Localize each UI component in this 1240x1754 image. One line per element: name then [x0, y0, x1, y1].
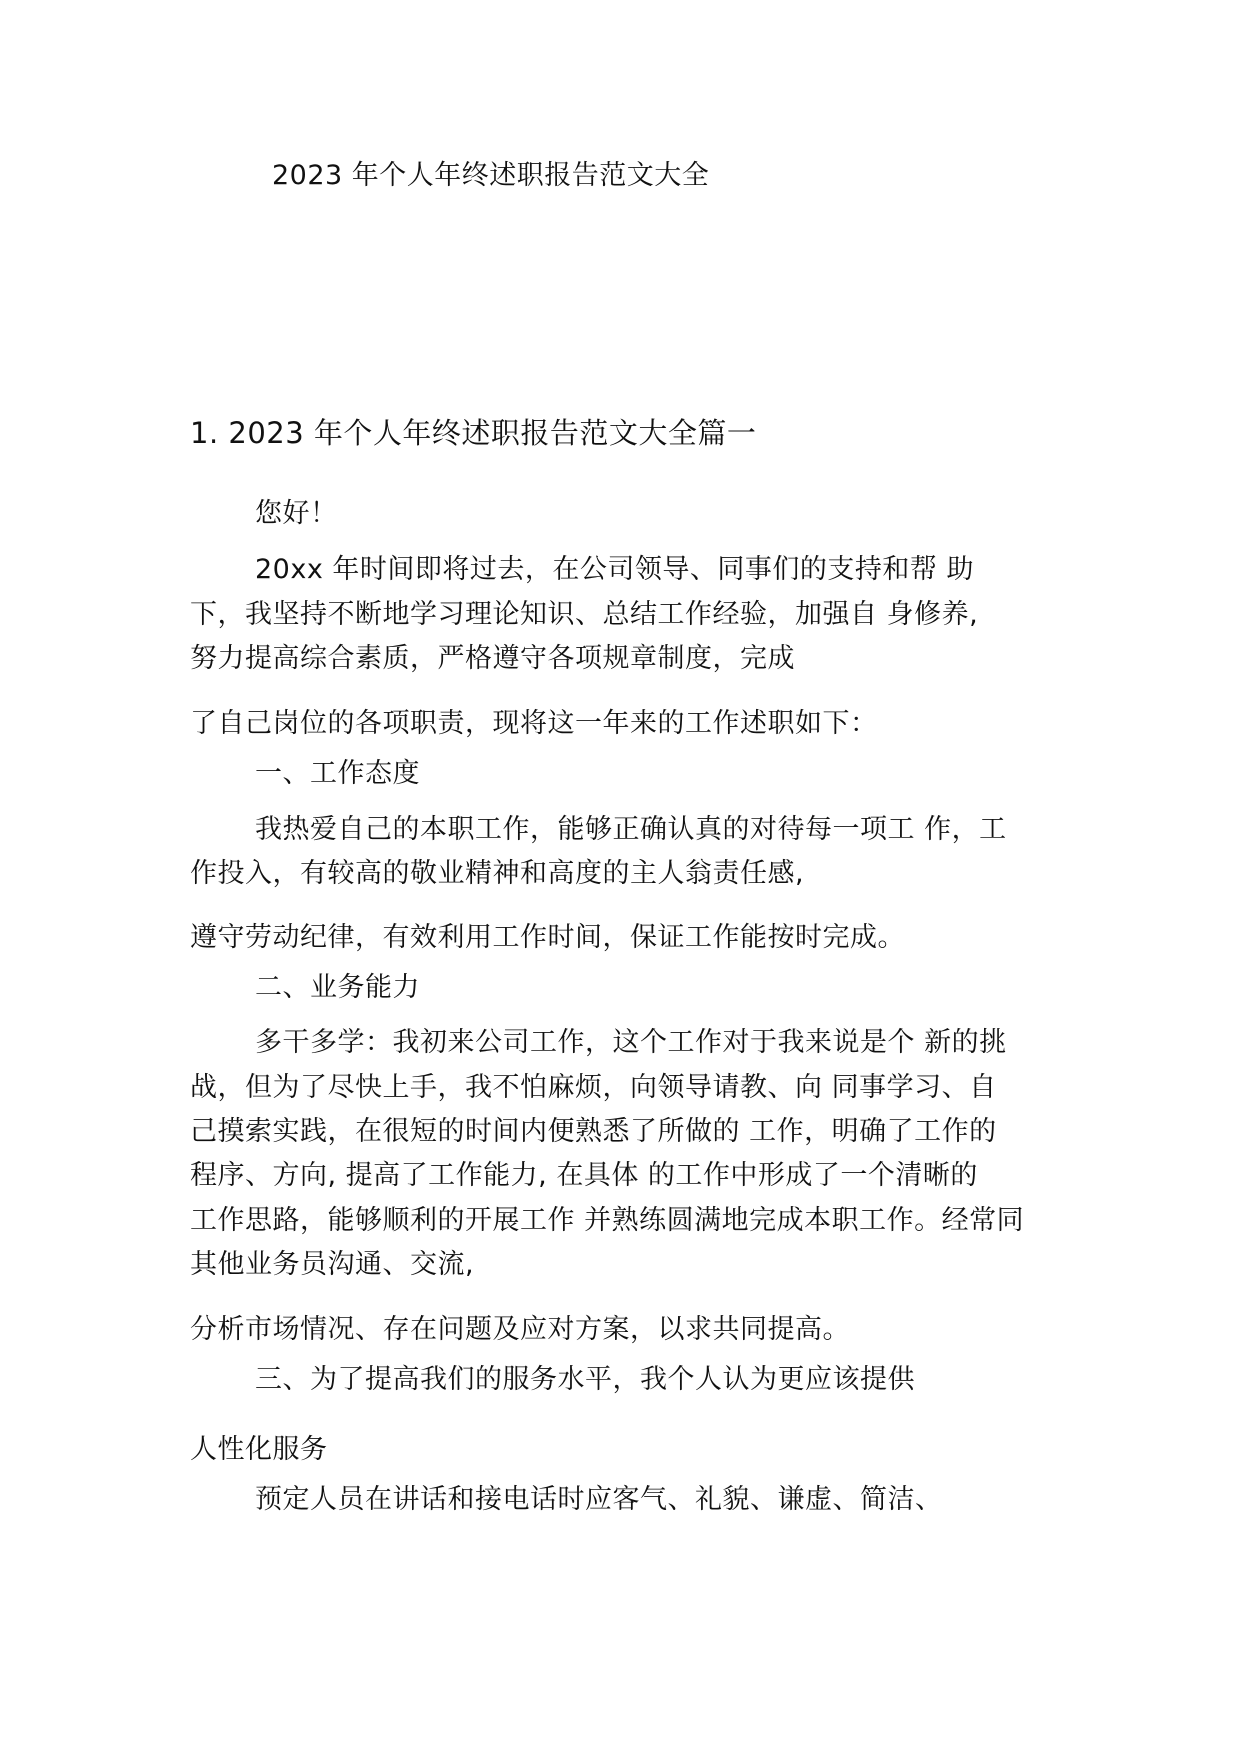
- paragraph-line: 其他业务员沟通、交流,: [190, 1249, 475, 1280]
- paragraph-line: 遵守劳动纪律，有效利用工作时间，保证工作能按时完成。: [190, 922, 905, 953]
- section-title: 1. 2023 年个人年终述职报告范文大全篇一: [190, 416, 757, 450]
- paragraph-line: 20xx 年时间即将过去，在公司领导、同事们的支持和帮 助: [255, 554, 974, 585]
- heading-service-level: 三、为了提高我们的服务水平，我个人认为更应该提供: [255, 1364, 915, 1395]
- paragraph-line: 作投入，有较高的敬业精神和高度的主人翁责任感,: [190, 858, 805, 889]
- heading-work-attitude: 一、工作态度: [255, 758, 420, 789]
- paragraph-line: 己摸索实践，在很短的时间内便熟悉了所做的 工作，明确了工作的: [190, 1116, 997, 1147]
- paragraph-line: 战，但为了尽快上手，我不怕麻烦，向领导请教、向 同事学习、自: [190, 1072, 997, 1103]
- paragraph-line: 人性化服务: [190, 1434, 328, 1465]
- paragraph-line: 多干多学：我初来公司工作，这个工作对于我来说是个 新的挑: [255, 1027, 1007, 1058]
- greeting-line: 您好！: [255, 498, 338, 529]
- paragraph-line: 努力提高综合素质，严格遵守各项规章制度，完成: [190, 643, 795, 674]
- paragraph-line: 程序、方向, 提高了工作能力, 在具体 的工作中形成了一个清晰的: [190, 1160, 978, 1191]
- paragraph-line: 工作思路，能够顺利的开展工作 并熟练圆满地完成本职工作。经常同: [190, 1205, 1025, 1236]
- paragraph-line: 下，我坚持不断地学习理论知识、总结工作经验，加强自 身修养,: [190, 599, 979, 630]
- document-title: 2023 年个人年终述职报告范文大全: [272, 160, 710, 191]
- paragraph-line: 我热爱自己的本职工作，能够正确认真的对待每一项工 作，工: [255, 814, 1007, 845]
- heading-business-ability: 二、业务能力: [255, 972, 420, 1003]
- paragraph-line: 预定人员在讲话和接电话时应客气、礼貌、谦虚、简洁、: [255, 1484, 943, 1515]
- paragraph-line: 分析市场情况、存在问题及应对方案，以求共同提高。: [190, 1314, 850, 1345]
- paragraph-line: 了自己岗位的各项职责，现将这一年来的工作述职如下：: [190, 708, 878, 739]
